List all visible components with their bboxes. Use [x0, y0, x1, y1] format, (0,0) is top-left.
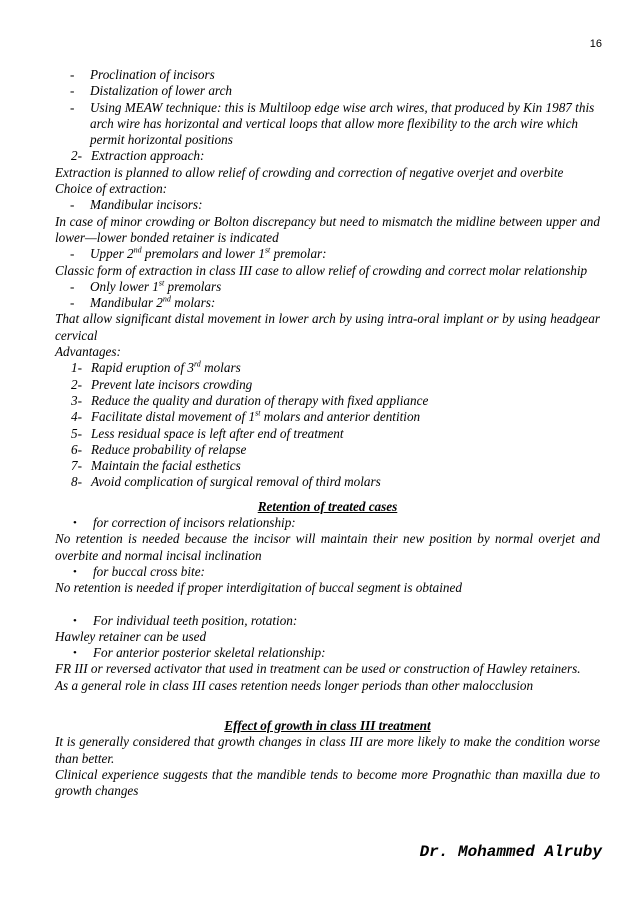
list-item: - Upper 2nd premolars and lower 1st premolar: — [70, 245, 327, 262]
advantage-item: 5- Less residual space is left after end of treatment — [71, 425, 344, 441]
advantage-item: 7- Maintain the facial esthetics — [71, 458, 241, 474]
paragraph: It is generally considered that growth changes in class III are more likely to make the condition worse than better. — [55, 734, 600, 766]
paragraph: As a general role in class III cases retention needs longer periods than other malocclusion — [55, 677, 534, 693]
advantage-item: 8- Avoid complication of surgical removal of third molars — [71, 474, 381, 490]
paragraph: That allow significant distal movement in lower arch by using intra-oral implant or by using headgear cervical — [55, 311, 600, 343]
advantage-item: 1- Rapid eruption of 3rd molars — [71, 359, 241, 376]
advantage-item: 3- Reduce the quality and duration of therapy with fixed appliance — [71, 392, 429, 408]
list-item: • for correction of incisors relationship: — [73, 515, 296, 531]
paragraph: Classic form of extraction in class III case to allow relief of crowding and correct molar relationship — [55, 262, 588, 278]
paragraph: Choice of extraction: — [55, 181, 168, 197]
paragraph: No retention is needed if proper interdigitation of buccal segment is obtained — [55, 580, 462, 596]
list-item: - Only lower 1st premolars — [70, 278, 222, 294]
list-item: • For anterior posterior skeletal relationship: — [73, 645, 326, 661]
document-body — [55, 67, 600, 799]
paragraph: In case of minor crowding or Bolton discrepancy but need to mismatch the midline between upper and lower—lower bonded retainer is indicated — [55, 213, 600, 245]
list-item: - Mandibular 2nd molars: — [70, 294, 216, 311]
retention-heading: Retention of treated cases — [257, 498, 398, 514]
list-item: - Using MEAW technique: this is Multiloop edge wise arch wires, that produced by Kin 1987 this arch wire has horizontal and vertical loops that allow more flexibility to the arch wire which permit horizontal positions — [70, 99, 595, 148]
bullet-icon: • — [73, 614, 77, 627]
bullet-icon: • — [73, 565, 77, 578]
growth-heading: Effect of growth in class III treatment — [224, 717, 431, 733]
advantage-item: 4- Facilitate distal movement of 1st molars and anterior dentition — [71, 408, 421, 425]
advantages-label: Advantages: — [55, 344, 121, 360]
list-item: - Proclination of incisors — [70, 67, 215, 82]
author-signature: Dr. Mohammed Alruby — [419, 843, 602, 861]
bullet-icon: • — [73, 517, 77, 530]
list-item: • for buccal cross bite: — [73, 563, 205, 579]
page-number: 16 — [589, 38, 602, 50]
bullet-icon: • — [73, 647, 77, 660]
advantages-list — [55, 360, 600, 490]
paragraph: Clinical experience suggests that the mandible tends to become more Prognathic than maxilla due to growth changes — [55, 766, 600, 799]
list-item: - Mandibular incisors: — [70, 197, 203, 213]
advantage-item: 2- Prevent late incisors crowding — [71, 376, 253, 392]
paragraph: Extraction is planned to allow relief of crowding and correction of negative overjet and overbite — [55, 164, 564, 180]
section-heading-extraction: 2- Extraction approach: — [71, 148, 205, 164]
paragraph: No retention is needed because the incisor will maintain their new position by normal overjet and overbite and normal incisal inclination — [55, 531, 600, 563]
list-item: - Distalization of lower arch — [70, 83, 233, 99]
paragraph: FR III or reversed activator that used in treatment can be used or construction of Hawley retainers. — [55, 661, 581, 677]
paragraph: Hawley retainer can be used — [55, 628, 207, 644]
list-item: • For individual teeth position, rotation: — [73, 612, 298, 628]
advantage-item: 6- Reduce probability of relapse — [71, 441, 247, 457]
